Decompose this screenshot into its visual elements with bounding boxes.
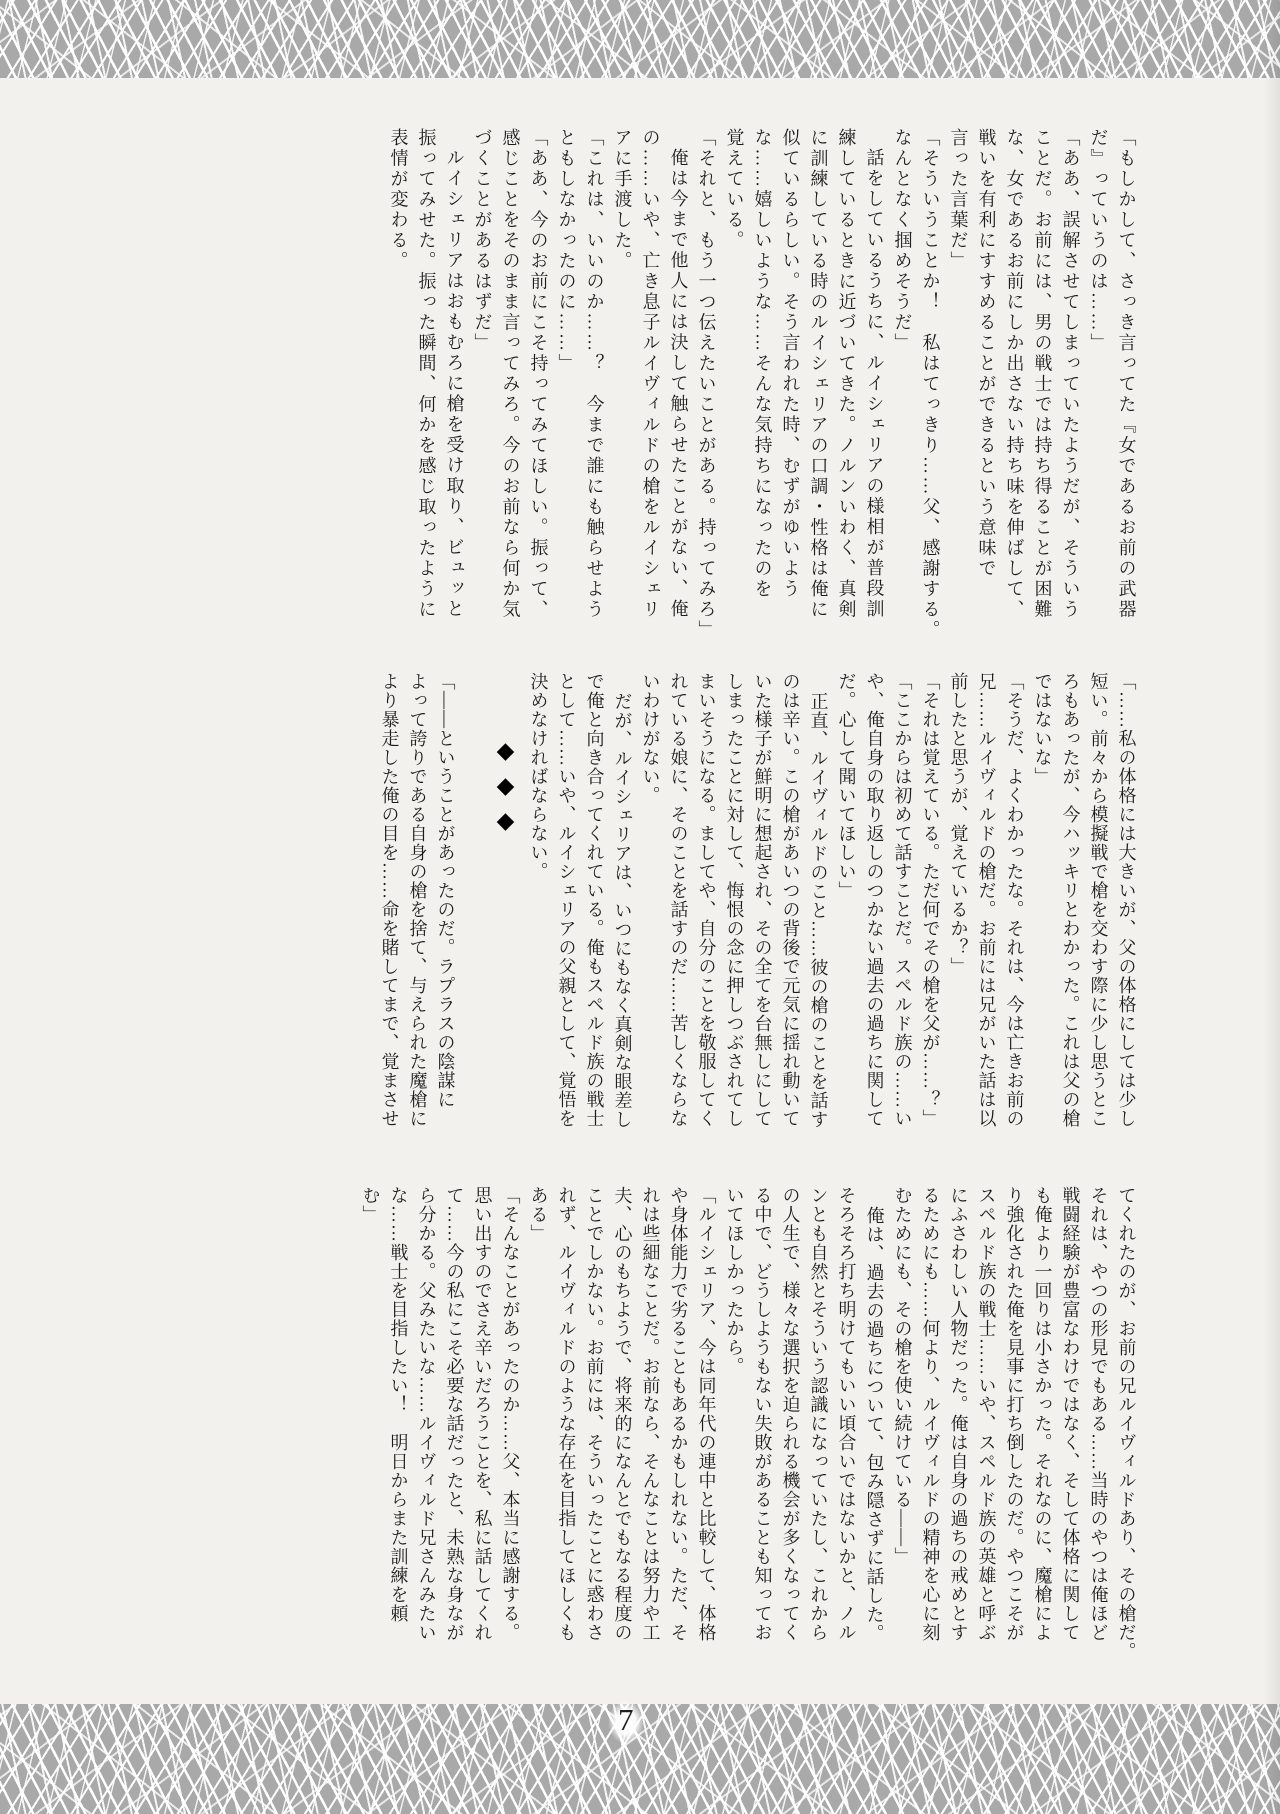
text-line: いた様子が鮮明に想起され、その全てを台無しにして [752, 672, 773, 1128]
text-line: 練しているときに近づいてきた。ノルンいわく、真剣 [836, 128, 857, 620]
text-line: 思い出すのでさえ辛いだろうことを、私に話してくれ [472, 1186, 493, 1642]
text-line: や、俺自身の取り返しのつかない過去の過ちに関して [864, 672, 885, 1128]
page-edge-shadow [1264, 0, 1280, 1814]
text-line: むためにも、その槍を使い続けている――」 [892, 1186, 913, 1566]
text-line: 「そうだ、よくわかったな。それは、今は亡きお前の [1004, 672, 1025, 1128]
text-line: ンとも自然とそういう認識になっていたし、これから [808, 1186, 829, 1642]
text-line: づくことがあるはずだ」 [472, 128, 493, 354]
text-line: 短い。前々から模擬戦で槍を交わす際に少し思うとこ [1088, 672, 1109, 1128]
text-line: 覚えている。 [724, 128, 745, 251]
text-block-top [380, 128, 1146, 641]
text-line: のは辛い。この槍があいつの背後で元気に揺れ動いて [780, 672, 801, 1128]
text-line: ことだ。お前には、男の戦士では持ち得ることが困難 [1032, 128, 1053, 620]
text-line: 「……私の体格には大きいが、父の体格にしては少し [1116, 672, 1137, 1128]
text-line: 俺は今まで他人には決して触らせたことがない、俺 [668, 148, 689, 620]
text-line: いわけがない。 [640, 672, 661, 805]
text-line: 感じことをそのまま言ってみろ。今のお前なら何か気 [500, 128, 521, 620]
text-line: で俺と向き合ってくれている。俺もスペルド族の戦士 [584, 672, 605, 1128]
text-line: 「そういうことか！ 私はてっきり……父、感謝する。 [920, 128, 941, 641]
text-line: それは、やつの形見でもある……当時のやつは俺ほど [1088, 1186, 1109, 1642]
page-number: 7 [608, 1700, 644, 1744]
text-line: の……いや、亡き息子ルイヴィルドの槍をルイシェリ [640, 128, 661, 620]
text-line: てくれたのが、お前の兄ルイヴィルドあり、その槍だ。 [1116, 1186, 1137, 1661]
text-line: ともしなかったのに……」 [556, 128, 577, 374]
text-line: 似ているらしい。そう言われた時、むずがゆいよう [780, 128, 801, 600]
text-line: 「ルイシェリア、今は同年代の連中と比較して、体格 [696, 1186, 717, 1642]
text-line: だ。心して聞いてほしい」 [836, 672, 857, 900]
text-line: いてほしかったから。 [724, 1186, 745, 1376]
text-line: より暴走した俺の目を……命を賭してまで、覚まさせ [379, 672, 400, 1128]
text-line: 戦いを有利にすすめることができるという意味で [976, 128, 997, 579]
text-line: 正直、ルイヴィルドのこと……彼の槍のことを話す [808, 692, 829, 1129]
text-line: 俺は、過去の過ちについて、包み隠さずに話した。 [864, 1206, 885, 1643]
text-line: 「そんなことがあったのか……父、本当に感謝する。 [500, 1186, 521, 1642]
text-line: ことでしかない。お前には、そういったことに惑わさ [584, 1186, 605, 1642]
text-line: しまったことに対して、悔恨の念に押しつぶされてし [724, 672, 745, 1128]
text-line: アに手渡した。 [612, 128, 633, 272]
text-line: 言った言葉だ」 [948, 128, 969, 272]
text-line: 表情が変わる。 [388, 128, 409, 272]
text-line: にふさわしい人物だった。俺は自身の過ちの戒めとす [948, 1186, 969, 1642]
text-line: ある」 [528, 1186, 549, 1243]
text-line: そろそろ打ち明けてもいい頃合いではないかと、ノル [836, 1186, 857, 1642]
text-block-bottom [352, 1186, 1146, 1661]
text-line: 「もしかして、さっき言ってた『女であるお前の武器 [1116, 128, 1137, 620]
text-line: 「それは覚えている。ただ何でその槍を父が……？」 [920, 672, 941, 1128]
text-line: 「――ということがあったのだ。ラプラスの陰謀に [435, 672, 456, 1109]
text-line: ろもあったが、今ハッキリとわかった。これは父の槍 [1060, 672, 1081, 1128]
text-line: なんとなく掴めそうだ」 [892, 128, 913, 354]
text-line: な……嬉しいような……そんな気持ちになったのを [752, 128, 773, 600]
text-line: て……今の私にこそ必要な話だったと、未熟な身なが [444, 1186, 465, 1642]
text-block-middle [371, 672, 1146, 1129]
text-line: 「ああ、今のお前にこそ持ってみてほしい。振って、 [528, 128, 549, 620]
text-line: 「ああ、誤解させてしまっていたようだが、そういう [1060, 128, 1081, 620]
text-line: る中で、どうしようもない失敗があることも知ってお [752, 1186, 773, 1642]
text-line: れている娘に、そのことを話すのだ……苦しくならな [668, 672, 689, 1128]
text-line: な、女であるお前にしか出さない持ち味を伸ばして、 [1004, 128, 1025, 620]
text-line: や身体能力で劣ることもあるかもしれない。ただ、そ [668, 1186, 689, 1642]
text-line: よって誇りである自身の槍を捨て、与えられた魔槍に [407, 672, 428, 1128]
text-line: 話をしているうちに、ルイシェリアの様相が普段訓 [864, 148, 885, 620]
text-line: も俺より一回りは小さかった。それなのに、魔槍によ [1032, 1186, 1053, 1642]
text-line: 振ってみせた。振った瞬間、何かを感じ取ったように [416, 128, 437, 620]
text-line: 夫、心のもちようで、将来的になんとでもなる程度の [612, 1186, 633, 1642]
text-line: れは些細なことだ。お前なら、そんなことは努力や工 [640, 1186, 661, 1642]
text-line: 兄……ルイヴィルドの槍だ。お前には兄がいた話は以 [976, 672, 997, 1128]
top-decoration-band [0, 0, 1280, 78]
text-line: に訓練している時のルイシェリアの口調・性格は俺に [808, 128, 829, 620]
text-line: として……いや、ルイシェリアの父親として、覚悟を [556, 672, 577, 1128]
text-line: り強化された俺を見事に打ち倒したのだ。やつこそが [1004, 1186, 1025, 1642]
text-line: な……戦士を目指したい！ 明日からまた訓練を頼 [388, 1186, 409, 1623]
text-line: るためにも……何より、ルイヴィルドの精神を心に刻 [920, 1186, 941, 1642]
text-line: 決めなければならない。 [528, 672, 549, 881]
text-line: スペルド族の戦士……いや、スペルド族の英雄と呼ぶ [976, 1186, 997, 1642]
text-line: 「これは、いいのか……？ 今まで誰にも触らせよう [584, 128, 605, 620]
diamond-divider: ◆◆◆ [493, 738, 519, 843]
text-line: 戦闘経験が豊富なわけではなく、そして体格に関して [1060, 1186, 1081, 1642]
text-line: だ』っていうのは……」 [1088, 128, 1109, 354]
text-line: ではないな」 [1032, 672, 1053, 786]
text-line: ら分かる。父みたいな……ルイヴィルド兄さんみたい [416, 1186, 437, 1642]
text-line: 前したと思うが、覚えているか？」 [948, 672, 969, 976]
text-line: 「それと、もう一つ伝えたいことがある。持ってみろ」 [696, 128, 717, 641]
text-line: まいそうになる。ましてや、自分のことを敬服してく [696, 672, 717, 1128]
text-line: ルイシェリアはおもむろに槍を受け取り、ビュッと [444, 148, 465, 620]
text-line: の人生で、様々な選択を迫られる機会が多くなってく [780, 1186, 801, 1642]
text-line: 「ここからは初めて話すことだ。スペルド族の……い [892, 672, 913, 1128]
text-line: む」 [360, 1186, 381, 1224]
text-line: れず、ルイヴィルドのような存在を目指してほしくも [556, 1186, 577, 1642]
text-line: だが、ルイシェリアは、いつにもなく真剣な眼差し [612, 692, 633, 1129]
